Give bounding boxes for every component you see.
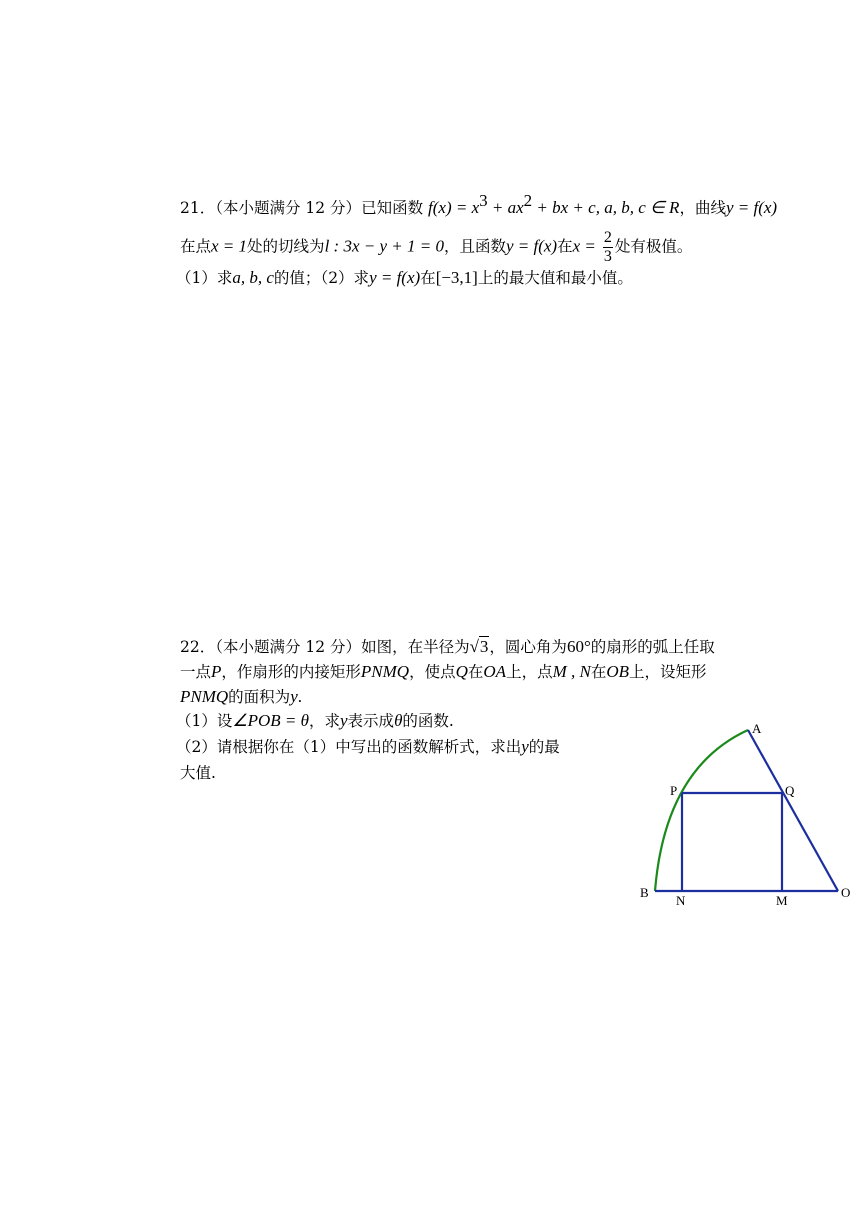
q22-period: . [297,687,302,706]
q21-exp2: 2 [523,191,533,210]
q21-has-extreme: 处有极值。 [614,237,693,256]
q22-on2: 在 [590,663,607,681]
q22-area-text: 的面积为 [228,688,291,706]
q22-s1-tail2: 的函数. [402,712,454,730]
q21-exp3: 3 [479,191,488,210]
label-M: M [776,893,788,908]
sector-figure [630,718,855,913]
q21-known: 已知函数 [361,199,424,217]
label-N: N [676,893,686,908]
q22-line-5 [176,736,560,758]
q22-line-2 [180,661,707,683]
q21-rest-expr: + bx + c, a, b, c ∈ R [532,198,680,217]
q22-make: ，作扇形的内接矩形 [221,663,361,681]
q22-s1-y: y [340,711,348,730]
q22-s2-line2: 大值. [180,764,216,782]
q22-points: （本小题满分 12 分） [215,638,362,656]
label-O: O [841,885,851,900]
q22-OB: OB [606,662,630,681]
q22-s1-tail1: 表示成 [347,712,395,730]
q22-Q: Q [455,662,468,681]
q21-and-func: ，且函数 [443,237,506,256]
q21-part2-in: 在 [420,269,436,287]
q21-fraction [603,229,613,266]
q21-x-eq-1: x = 1 [211,236,248,256]
q22-number: 22． [180,638,216,656]
q21-curve-label: ，曲线 [679,199,726,217]
q21-points: （本小题满分 12 分） [215,199,362,217]
q22-s1-label: （1）设 [176,712,233,730]
q22-angle: 60° [566,637,591,656]
q21-func-expr: f(x) = x [428,198,480,217]
q22-line-4 [176,710,454,732]
q22-MN: M , N [552,662,591,681]
q22-s2-line1a: （2）请根据你在（1）中写出的函数解析式，求出 [176,738,522,756]
q21-curve-expr: y = f(x) [725,198,778,217]
q21-line-1 [180,191,778,219]
q21-tangent-text: 处的切线为 [247,237,325,256]
q22-s1-mid: ，求 [308,712,340,730]
q22-s2-line1b: 的最 [528,738,560,756]
q22-pick: 一点 [180,663,212,681]
q21-interval: [−3,1] [435,268,478,287]
q22-mid: ，圆心角为 [489,638,567,656]
q22-sqrt: √3 [469,637,489,656]
q22-intro: 如图，在半径为 [361,638,470,656]
q22-arc-text: 的扇形的弧上任取 [590,638,715,656]
q21-line-2 [180,229,692,266]
q22-PNMQ: PNMQ [360,662,410,681]
q21-at: 在 [557,237,573,256]
q22-on: 在 [467,663,484,681]
sector-arc [655,730,748,891]
q22-PNMQ2: PNMQ [180,687,229,706]
q22-line-6 [180,762,216,784]
label-P: P [670,783,678,798]
q21-part1-label: （1）求 [176,269,233,287]
q21-y-fx: y = f(x) [505,236,558,256]
q22-radicand: 3 [479,637,489,656]
q21-line-3 [176,267,633,289]
q22-line-1 [180,636,715,658]
q21-abc: a, b, c [232,268,274,287]
label-A: A [752,721,762,736]
q22-make2: ，使点 [409,663,456,681]
q22-s1-expr: ∠POB = θ [232,711,309,730]
q22-P: P [211,662,222,681]
q21-x-eq: x = [572,236,596,256]
segment-OA [748,730,838,891]
q21-frac-num: 2 [603,229,612,246]
q21-part2-fx: y = f(x) [369,268,421,287]
q21-part2-label: （2）求 [320,269,370,287]
q22-s2-y: y [521,737,529,756]
q22-s1-theta: θ [394,711,403,730]
q21-tangent-expr: l : 3x − y + 1 = 0 [324,236,444,256]
q22-OA: OA [483,662,507,681]
q22-y: y [290,687,298,706]
q21-frac-den: 3 [603,248,612,265]
q22-on-tail: 上，点 [506,663,553,681]
q21-plus-ax: + ax [487,198,524,217]
q21-part1-tail: 的值； [273,269,321,287]
q21-part2-tail: 上的最大值和最小值。 [477,269,633,287]
label-Q: Q [785,783,795,798]
q22-line-3 [180,686,302,708]
label-B: B [640,885,649,900]
q22-set-rect: 上，设矩形 [629,663,707,681]
q21-at-point: 在点 [180,237,212,256]
q21-number: 21． [180,199,216,217]
